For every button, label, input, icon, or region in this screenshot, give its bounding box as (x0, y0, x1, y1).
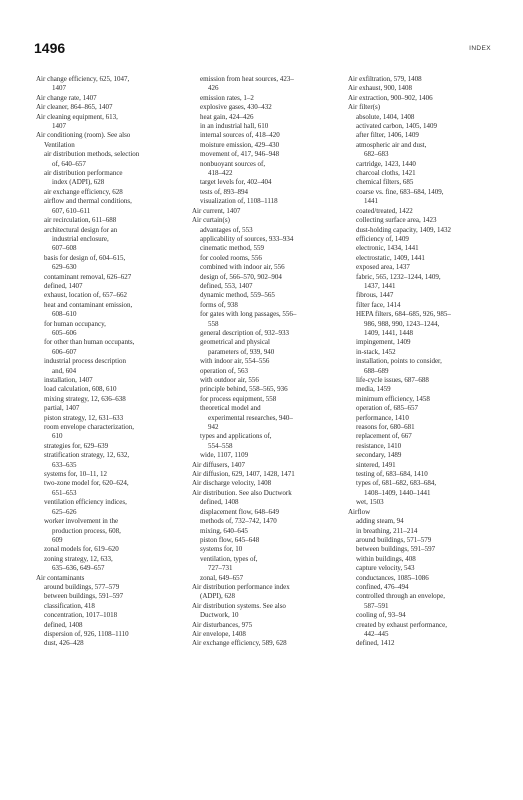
index-subentry: 607, 610–611 (52, 206, 91, 215)
index-subentry: resistance, 1410 (356, 441, 402, 450)
index-subentry: zoning strategy, 12, 633, (44, 554, 113, 563)
index-subentry: experimental researches, 940– (208, 413, 293, 422)
index-entry: Air discharge velocity, 1408 (192, 479, 272, 488)
index-entry: Air conditioning (room). See also (36, 131, 131, 140)
index-subentry: installation, points to consider, (356, 357, 442, 366)
index-subentry: mixing strategy, 12, 636–638 (44, 394, 126, 403)
index-subentry: load calculation, 608, 610 (44, 385, 117, 394)
index-subentry: 608–610 (52, 310, 77, 319)
index-subentry: operation of, 563 (200, 366, 249, 375)
index-subentry: industrial process description (44, 357, 127, 366)
index-subentry: wide, 1107, 1109 (200, 451, 249, 460)
index-entry: Air exfiltration, 579, 1408 (348, 75, 422, 83)
index-subentry: heat and contaminant emission, (44, 300, 133, 309)
index-subentry: coated/treated, 1422 (356, 206, 413, 215)
index-subentry: filter face, 1414 (356, 300, 401, 309)
index-subentry: 558 (208, 319, 219, 328)
index-subentry: explosive gases, 430–432 (200, 103, 272, 112)
index-subentry: 610 (52, 432, 63, 441)
index-subentry: atmospheric air and dust, (356, 140, 427, 149)
index-subentry: fabric, 565, 1232–1244, 1409, (356, 272, 441, 281)
index-subentry: stratification strategy, 12, 632, (44, 451, 130, 460)
index-subentry: sintered, 1491 (356, 460, 396, 469)
index-subentry: for process equipment, 558 (200, 394, 277, 403)
index-subentry: life-cycle issues, 687–688 (356, 376, 429, 384)
index-subentry: for other than human occupants, (44, 338, 135, 347)
index-subentry: theoretical model and (200, 404, 261, 413)
index-subentry: room envelope characterization, (44, 423, 134, 432)
index-subentry: electrostatic, 1409, 1441 (356, 253, 425, 262)
index-entry: Air envelope, 1408 (192, 629, 246, 638)
index-subentry: absolute, 1404, 1408 (356, 112, 415, 121)
index-subentry: conductances, 1085–1086 (356, 573, 429, 582)
index-subentry: types and applications of, (200, 432, 272, 441)
index-subentry: tests of, 893–894 (200, 187, 249, 196)
index-subentry: after filter, 1406, 1409 (356, 131, 419, 140)
index-subentry: collecting surface area, 1423 (356, 216, 437, 225)
index-subentry: between buildings, 591–597 (356, 545, 436, 554)
index-subentry: airflow and thermal conditions, (44, 197, 132, 206)
index-entry: Airflow (348, 507, 371, 516)
index-subentry: 942 (208, 423, 219, 432)
index-subentry: parameters of, 939, 940 (208, 347, 275, 356)
index-subentry: classification, 418 (44, 601, 95, 610)
index-subentry: ventilation efficiency indices, (44, 498, 127, 507)
index-subentry: dust, 426–428 (44, 639, 84, 648)
index-subentry: piston strategy, 12, 631–633 (44, 413, 124, 422)
index-subentry: 1408–1409, 1440–1441 (364, 488, 431, 497)
index-entry: Air contaminants (36, 573, 85, 582)
index-subentry: combined with indoor air, 556 (200, 263, 285, 272)
index-subentry: defined, 1408 (200, 498, 239, 507)
index-subentry: defined, 1408 (44, 620, 83, 629)
index-subentry: dust-holding capacity, 1409, 1432 (356, 225, 452, 234)
index-subentry: industrial enclosure, (52, 234, 109, 243)
index-subentry: systems for, 10–11, 12 (44, 470, 108, 479)
index-entry: Air change efficiency, 625, 1047, (36, 75, 130, 83)
index-subentry: exhaust, location of, 657–662 (44, 291, 128, 300)
index-subentry: of, 640–657 (52, 159, 86, 168)
index-subentry: air recirculation, 611–688 (44, 216, 117, 225)
index-subentry: mixing, 640–645 (200, 526, 248, 535)
index-subentry: coarse vs. fine, 683–684, 1409, (356, 187, 444, 196)
index-column-2 (192, 75, 342, 649)
index-entry: Air curtain(s) (192, 216, 230, 225)
index-subentry: dispersion of, 926, 1108–1110 (44, 629, 129, 638)
index-subentry: 986, 988, 990, 1243–1244, (364, 319, 440, 328)
index-subentry: 629–630 (52, 263, 77, 272)
index-subentry: in an industrial hall, 610 (200, 122, 269, 131)
index-subentry: wet, 1503 (356, 498, 384, 507)
index-subentry: design of, 566–570, 902–904 (200, 272, 282, 281)
index-subentry: emission rates, 1–2 (200, 93, 254, 102)
index-subentry: strategies for, 629–639 (44, 441, 109, 450)
index-subentry: air distribution performance (44, 169, 123, 178)
index-subentry: air exchange efficiency, 628 (44, 187, 123, 196)
index-subentry: created by exhaust performance, (356, 620, 447, 629)
index-subentry: activated carbon, 1405, 1409 (356, 122, 438, 131)
index-entry: Air cleaner, 864–865, 1407 (36, 103, 113, 112)
index-subentry: defined, 1412 (356, 639, 395, 648)
index-subentry: capture velocity, 543 (356, 564, 415, 573)
index-subentry: index (ADPI), 628 (52, 178, 105, 187)
index-subentry: zonal, 649–657 (200, 573, 244, 582)
index-column-1 (36, 75, 186, 649)
index-subentry: 587–591 (364, 601, 389, 610)
index-subentry: architectural design for an (44, 225, 118, 234)
index-subentry: 688–689 (364, 366, 389, 375)
index-entry: Air change rate, 1407 (36, 93, 97, 102)
index-subentry: nonbuoyant sources of, (200, 159, 266, 168)
index-subentry: media, 1459 (356, 385, 391, 394)
index-entry: Air distribution systems. See also (192, 601, 286, 610)
index-subentry: visualization of, 1108–1118 (200, 197, 278, 206)
index-subentry: air distribution methods, selection (44, 150, 140, 159)
index-subentry: emission from heat sources, 423– (200, 75, 294, 83)
index-subentry: 1407 (52, 84, 66, 93)
index-entry: Air disturbances, 975 (192, 620, 253, 629)
index-subentry: testing of, 683–684, 1410 (356, 470, 428, 479)
index-subentry: 554–558 (208, 441, 233, 450)
index-entry: Air diffusion, 629, 1407, 1428, 1471 (192, 470, 295, 479)
index-subentry: geometrical and physical (200, 338, 270, 347)
index-subentry: confined, 476–494 (356, 582, 409, 591)
index-subentry: fibrous, 1447 (356, 291, 394, 300)
index-subentry: around buildings, 577–579 (44, 582, 120, 591)
index-subentry: replacement of, 667 (356, 432, 412, 441)
index-subentry: displacement flow, 648–649 (200, 507, 280, 516)
index-subentry: 1407 (52, 122, 66, 131)
index-entry: Air exchange efficiency, 589, 628 (192, 639, 287, 648)
index-subentry: advantages of, 553 (200, 225, 253, 234)
index-subentry: systems for, 10 (200, 545, 243, 554)
index-subentry: target levels for, 402–404 (200, 178, 272, 187)
index-subentry: partial, 1407 (44, 404, 80, 413)
index-subentry: for cooled rooms, 556 (200, 253, 262, 262)
index-subentry: for gates with long passages, 556– (200, 310, 297, 319)
index-subentry: 418–422 (208, 169, 233, 178)
index-subentry: for human occupancy, (44, 319, 106, 328)
index-subentry: 606–607 (52, 347, 77, 356)
index-subentry: in breathing, 211–214 (356, 526, 418, 535)
index-subentry: 1437, 1441 (364, 281, 396, 290)
index-subentry: exposed area, 1437 (356, 263, 410, 272)
index-subentry: types of, 681–682, 683–684, (356, 479, 437, 488)
index-subentry: applicability of sources, 933–934 (200, 234, 294, 243)
index-subentry: secondary, 1489 (356, 451, 402, 460)
index-entry: Air exhaust, 900, 1408 (348, 84, 412, 93)
index-subentry: HEPA filters, 684–685, 926, 985– (356, 310, 451, 319)
index-subentry: between buildings, 591–597 (44, 592, 124, 601)
index-subentry: electronic, 1434, 1441 (356, 244, 419, 253)
index-subentry: contaminant removal, 626–627 (44, 272, 132, 281)
index-subentry: around buildings, 571–579 (356, 535, 432, 544)
index-subentry: piston flow, 645–648 (200, 535, 260, 544)
index-entry: Air distribution performance index (192, 582, 290, 591)
index-subentry: 605–606 (52, 328, 77, 337)
index-subentry: zonal models for, 619–620 (44, 545, 119, 554)
index-subentry: 625–626 (52, 507, 77, 516)
index-subentry: controlled through an envelope, (356, 592, 446, 601)
index-entry: Air extraction, 900–902, 1406 (348, 93, 433, 102)
index-subentry: 426 (208, 84, 219, 93)
index-subentry: minimum efficiency, 1458 (356, 394, 430, 403)
index-subentry: production process, 608, (52, 526, 121, 535)
index-subentry: 607–608 (52, 244, 77, 253)
page-number: 1496 (34, 40, 66, 56)
index-subentry: dynamic method, 559–565 (200, 291, 275, 300)
index-subentry: operation of, 685–657 (356, 404, 419, 413)
index-subentry: Ventilation (44, 140, 75, 149)
index-subentry: chemical filters, 685 (356, 178, 414, 187)
index-subentry: general description of, 932–933 (200, 328, 290, 337)
index-subentry: cooling of, 93–94 (356, 611, 406, 620)
index-subentry: cartridge, 1423, 1440 (356, 159, 416, 168)
index-subentry: concentration, 1017–1018 (44, 611, 118, 620)
index-subentry: within buildings, 408 (356, 554, 416, 563)
index-entry: Air distribution. See also Ductwork (192, 488, 292, 497)
index-subentry: principle behind, 558–565, 936 (200, 385, 288, 394)
index-subentry: basis for design of, 604–615, (44, 253, 126, 262)
index-subentry: 442–445 (364, 629, 389, 638)
index-subentry: forms of, 938 (200, 300, 238, 309)
index-subentry: methods of, 732–742, 1470 (200, 517, 277, 526)
index-subentry: with indoor air, 554–556 (200, 357, 270, 366)
index-subentry: in-stack, 1452 (356, 347, 396, 356)
index-subentry: 1409, 1441, 1448 (364, 328, 413, 337)
index-subentry: defined, 553, 1407 (200, 281, 253, 290)
index-subentry: defined, 1407 (44, 281, 83, 290)
index-subentry: worker involvement in the (44, 517, 119, 526)
index-subentry: 727–731 (208, 564, 233, 573)
index-subentry: installation, 1407 (44, 376, 93, 384)
index-subentry: Ductwork, 10 (200, 611, 239, 620)
index-entry: Air cleaning equipment, 613, (36, 112, 118, 121)
index-column-3 (348, 75, 498, 649)
index-subentry: heat gain, 424–426 (200, 112, 254, 121)
index-subentry: 633–635 (52, 460, 77, 469)
index-subentry: impingement, 1409 (356, 338, 411, 347)
index-subentry: adding steam, 94 (356, 517, 404, 526)
index-subentry: 682–683 (364, 150, 389, 159)
index-entry: Air current, 1407 (192, 206, 241, 215)
index-subentry: cinematic method, 559 (200, 244, 264, 253)
running-head: INDEX (469, 45, 491, 52)
index-subentry: ventilation, types of, (200, 554, 258, 563)
index-subentry: two-zone model for, 620–624, (44, 479, 129, 488)
index-subentry: 609 (52, 535, 63, 544)
index-subentry: moisture emission, 429–430 (200, 140, 280, 149)
index-subentry: 651–653 (52, 488, 77, 497)
index-subentry: and, 604 (52, 366, 77, 375)
index-subentry: charcoal cloths, 1421 (356, 169, 416, 178)
index-subentry: reasons for, 680–681 (356, 423, 415, 432)
index-subentry: 1441 (364, 197, 378, 206)
index-subentry: 635–636, 649–657 (52, 564, 105, 573)
index-subentry: movement of, 417, 946–948 (200, 150, 280, 159)
index-subentry: internal sources of, 418–420 (200, 131, 280, 140)
index-subentry: efficiency of, 1409 (356, 234, 409, 243)
index-subentry: (ADPI), 628 (200, 592, 235, 601)
index-subentry: with outdoor air, 556 (200, 376, 259, 384)
index-subentry: performance, 1410 (356, 413, 409, 422)
index-entry: Air diffusers, 1407 (192, 460, 245, 469)
index-entry: Air filter(s) (348, 103, 381, 112)
